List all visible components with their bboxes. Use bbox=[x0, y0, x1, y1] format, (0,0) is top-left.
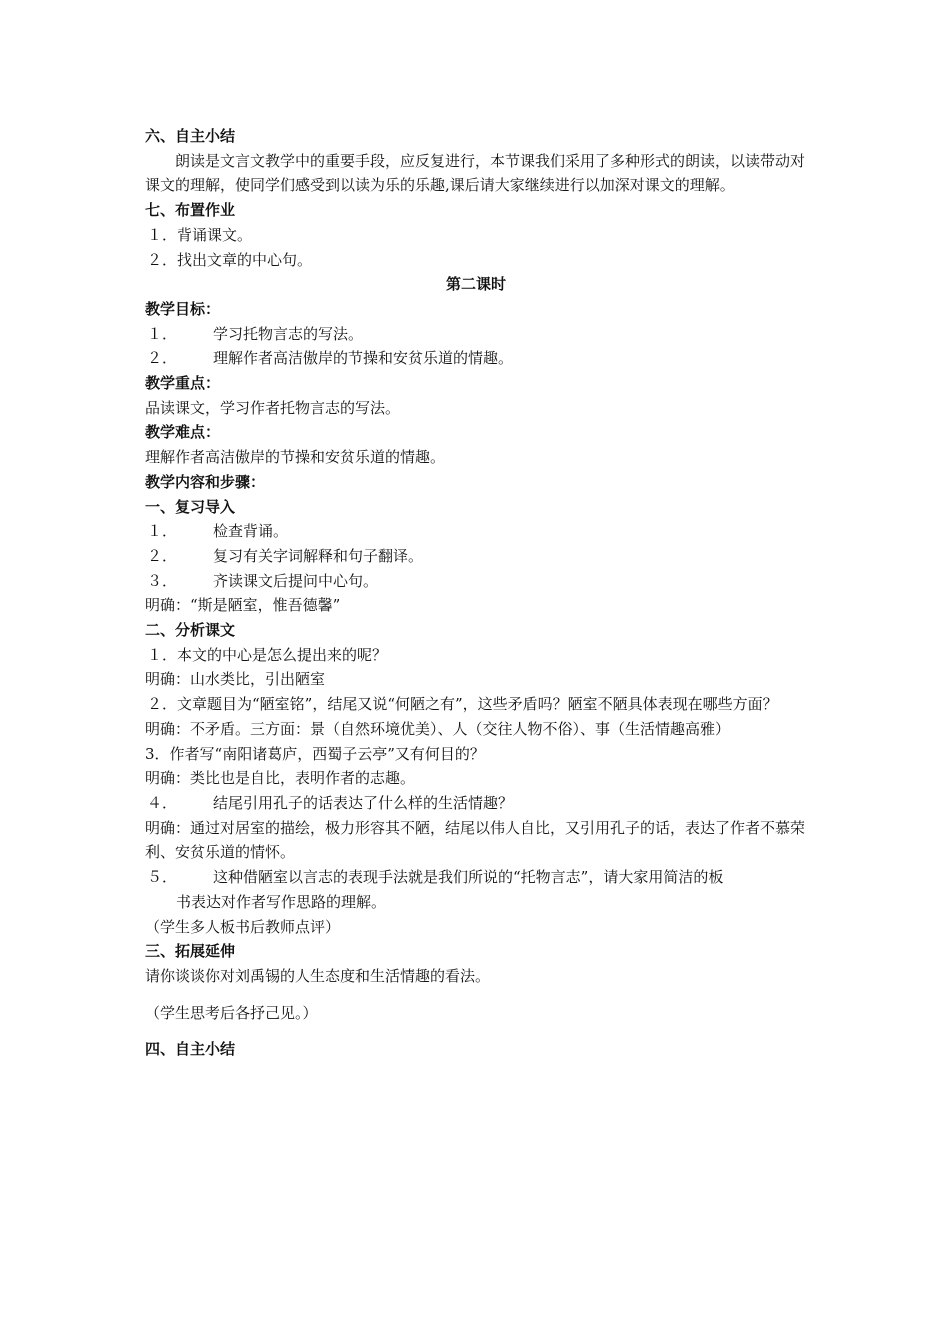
list-number: ３． bbox=[147, 571, 178, 590]
question-line bbox=[145, 791, 807, 816]
lesson-title: 第二课时 bbox=[445, 275, 506, 294]
paragraph: 请你谈谈你对刘禹锡的人生态度和生活情趣的看法。 bbox=[145, 966, 491, 985]
answer-line: 明确：类比也是自比，表明作者的志趣。 bbox=[145, 769, 416, 788]
paragraph: 品读课文，学习作者托物言志的写法。 bbox=[145, 398, 401, 417]
answer-line: 明确：通过对居室的描绘，极力形容其不陋，结尾以伟人自比，又引用孔子的话，表达了作者不慕荣利、安贫乐道的情怀。 bbox=[145, 818, 806, 862]
list-text: 学习托物言志的写法。 bbox=[213, 324, 364, 343]
answer-line: 明确：“斯是陋室，惟吾德馨” bbox=[145, 596, 341, 615]
list-item: １．背诵课文。 bbox=[147, 225, 253, 244]
section-heading: 教学重点： bbox=[145, 374, 221, 393]
section-heading: 三、拓展延伸 bbox=[145, 942, 236, 961]
list-text: 检查背诵。 bbox=[213, 522, 289, 541]
question-line bbox=[145, 865, 807, 890]
list-number: １． bbox=[147, 324, 178, 343]
note-line: （学生思考后各抒己见。） bbox=[145, 1003, 318, 1022]
section-heading: 教学目标： bbox=[145, 299, 221, 318]
list-text: 结尾引用孔子的话表达了什么样的生活情趣？ bbox=[213, 793, 514, 812]
list-number: ５． bbox=[147, 868, 178, 887]
question-line: 3．作者写“南阳诸葛庐，西蜀子云亭”又有何目的？ bbox=[145, 744, 485, 763]
section-heading: 六、自主小结 bbox=[145, 127, 236, 145]
list-text: 这种借陋室以言志的表现手法就是我们所说的“托物言志”，请大家用简洁的板 bbox=[213, 868, 724, 887]
list-number: ４． bbox=[147, 793, 178, 812]
section-heading: 教学难点： bbox=[145, 423, 221, 442]
question-continuation: 书表达对作者写作思路的理解。 bbox=[176, 892, 387, 911]
list-number: ２． bbox=[147, 546, 178, 565]
section-heading: 一、复习导入 bbox=[145, 497, 236, 516]
list-number: ２． bbox=[147, 349, 178, 368]
list-item: ２．找出文章的中心句。 bbox=[147, 250, 313, 269]
paragraph: 朗读是文言文教学中的重要手段，应反复进行，本节课我们采用了多种形式的朗读，以读带动对课文的理解，使同学们感受到以读为乐的乐趣,课后请大家继续进行以加深对课文的理解。 bbox=[145, 151, 806, 195]
paragraph: 理解作者高洁傲岸的节操和安贫乐道的情趣。 bbox=[145, 448, 446, 467]
list-item bbox=[145, 346, 807, 371]
list-text: 复习有关字词解释和句子翻译。 bbox=[213, 546, 424, 565]
section-heading: 四、自主小结 bbox=[145, 1040, 236, 1059]
document-page bbox=[145, 124, 807, 1062]
section-heading: 七、布置作业 bbox=[145, 201, 236, 220]
list-number: １． bbox=[147, 522, 178, 541]
list-item bbox=[145, 322, 807, 347]
list-item bbox=[145, 519, 807, 544]
section-heading: 二、分析课文 bbox=[145, 621, 236, 640]
note-line: （学生多人板书后教师点评） bbox=[145, 917, 341, 936]
answer-line: 明确：山水类比，引出陋室 bbox=[145, 670, 326, 689]
list-item bbox=[145, 544, 807, 569]
answer-line: 明确：不矛盾。三方面：景（自然环境优美）、人（交往人物不俗）、事（生活情趣高雅） bbox=[145, 719, 731, 738]
question-line: ２．文章题目为“陋室铭”，结尾又说“何陋之有”，这些矛盾吗？陋室不陋具体表现在哪些方面？ bbox=[147, 695, 778, 714]
section-heading: 教学内容和步骤： bbox=[145, 472, 266, 491]
list-text: 齐读课文后提问中心句。 bbox=[213, 571, 379, 590]
list-item bbox=[145, 569, 807, 594]
list-text: 理解作者高洁傲岸的节操和安贫乐道的情趣。 bbox=[213, 349, 514, 368]
question-line: １．本文的中心是怎么提出来的呢？ bbox=[147, 645, 388, 664]
